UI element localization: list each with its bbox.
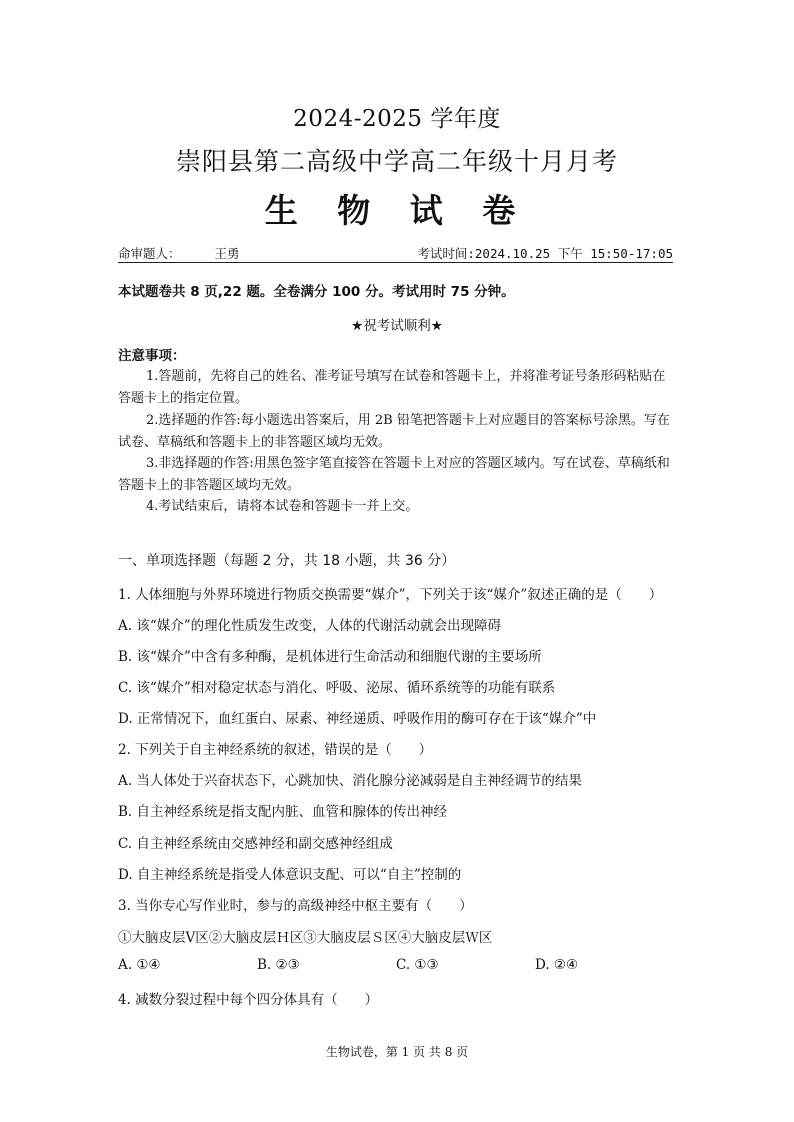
notes-title: 注意事项： — [118, 348, 186, 364]
question-stem: 3. 当你专心写作业时，参与的高级神经中枢主要有（ ） — [118, 898, 473, 914]
header-rule — [118, 262, 673, 263]
option-a: A. 当人体处于兴奋状态下，心跳加快、消化腺分泌减弱是自主神经调节的结果 — [118, 773, 582, 789]
exam-summary: 本试题卷共 8 页,22 题。全卷满分 100 分。考试用时 75 分钟。 — [118, 284, 515, 300]
option-b: B. 该“媒介”中含有多种酶，是机体进行生命活动和细胞代谢的主要场所 — [118, 649, 542, 665]
option-d: D. 自主神经系统是指受人体意识支配、可以“自主”控制的 — [118, 867, 462, 883]
note-item: 4.考试结束后，请将本试卷和答题卡一并上交。 — [146, 499, 419, 514]
note-item: 1.答题前，先将自己的姓名、准考证号填写在试卷和答题卡上，并将准考证号条形码粘贴在答题卡上的指定位置。 — [118, 369, 666, 406]
note-item: 2.选择题的作答:每小题选出答案后，用 2B 铅笔把答题卡上对应题目的答案标号涂黑。写在试卷、草稿纸和答题卡上的非答题区域均无效。 — [118, 413, 670, 450]
subject-title: 生 物 试 卷 — [264, 191, 530, 230]
page-footer: 生物试卷，第 1 页 共 8 页 — [325, 1045, 469, 1059]
exam-meta-line — [118, 244, 673, 262]
exam-time: 考试时间:2024.10.25 下午 15:50-17:05 — [417, 246, 673, 261]
option-c: C. ①③ — [396, 957, 439, 973]
option-a: A. ①④ — [118, 957, 161, 973]
question-stem: 1. 人体细胞与外界环境进行物质交换需要“媒介”，下列关于该“媒介”叙述正确的是（ ） — [118, 587, 663, 603]
good-luck-line: ★祝考试顺利★ — [351, 318, 443, 334]
question-stem: 2. 下列关于自主神经系统的叙述，错误的是（ ） — [118, 742, 433, 758]
section-title: 一、单项选择题（每题 2 分，共 18 小题，共 36 分） — [118, 553, 456, 569]
author-label: 命审题人： — [118, 246, 181, 261]
exam-year: 2024-2025 学年度 — [293, 106, 501, 132]
question-items: ①大脑皮层Ⅴ区②大脑皮层Ｈ区③大脑皮层Ｓ区④大脑皮层Ｗ区 — [118, 930, 493, 946]
option-d: D. ②④ — [535, 957, 579, 973]
author-name: 王勇 — [214, 246, 240, 261]
option-c: C. 该“媒介”相对稳定状态与消化、呼吸、泌尿、循环系统等的功能有联系 — [118, 680, 556, 696]
note-item: 3.非选择题的作答:用黑色签字笔直接答在答题卡上对应的答题区域内。写在试卷、草稿纸和答题卡上的非答题区域均无效。 — [118, 456, 670, 493]
option-b: B. ②③ — [257, 957, 300, 973]
question-stem: 4. 减数分裂过程中每个四分体具有（ ） — [118, 992, 379, 1008]
option-a: A. 该“媒介”的理化性质发生改变，人体的代谢活动就会出现障碍 — [118, 618, 502, 634]
option-c: C. 自主神经系统由交感神经和副交感神经组成 — [118, 836, 393, 852]
option-b: B. 自主神经系统是指支配内脏、血管和腺体的传出神经 — [118, 804, 448, 820]
exam-title: 崇阳县第二高级中学高二年级十月月考 — [175, 147, 618, 176]
option-d: D. 正常情况下，血红蛋白、尿素、神经递质、呼吸作用的酶可存在于该“媒介”中 — [118, 711, 597, 727]
